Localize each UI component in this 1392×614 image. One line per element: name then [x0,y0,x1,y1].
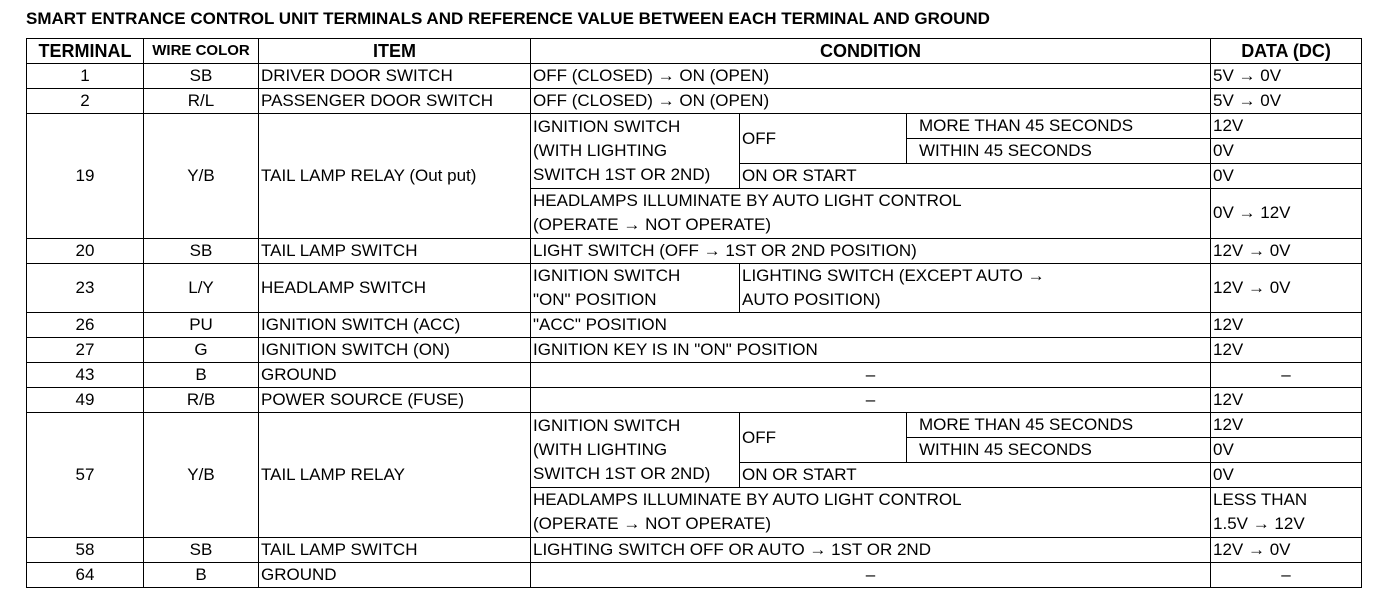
condition-cell: MORE THAN 45 SECONDS [907,114,1211,139]
data-cell: 12V [1211,338,1362,363]
condition-cell: ON OR START [740,164,1211,189]
data-cell: – [1211,363,1362,388]
terminal-cell: 19 [27,114,144,239]
data-cell: 12V [1211,114,1362,139]
data-cell: 12V [1211,313,1362,338]
wire-color-cell: Y/B [144,114,259,239]
header-wire-color: WIRE COLOR [144,39,259,64]
item-cell: POWER SOURCE (FUSE) [259,388,531,413]
terminal-reference-table [26,38,1362,588]
condition-line: IGNITION SWITCH [533,117,681,136]
condition-line: IGNITION SWITCH [533,416,681,436]
item-cell: TAIL LAMP RELAY (Out put) [259,114,531,239]
item-cell: TAIL LAMP RELAY [259,413,531,538]
condition-line: AUTO POSITION) [742,289,881,309]
data-cell: 0V [1211,164,1362,189]
condition-cell: OFF (CLOSED) → ON (OPEN) [531,89,1211,114]
item-cell: DRIVER DOOR SWITCH [259,64,531,89]
condition-auto-light-cell [531,488,1211,538]
terminal-cell: 2 [27,89,144,114]
terminal-cell: 27 [27,338,144,363]
condition-off-cell: OFF [740,413,907,463]
condition-cell: – [531,562,1211,587]
wire-color-cell: Y/B [144,413,259,538]
condition-cell: LIGHTING SWITCH OFF OR AUTO → 1ST OR 2ND [531,537,1211,562]
terminal-cell: 43 [27,363,144,388]
table-row [27,537,1362,562]
wire-color-cell: R/B [144,388,259,413]
condition-ignition-switch-cell [531,114,740,189]
wire-color-cell: G [144,338,259,363]
condition-line: "ON" POSITION [533,289,657,309]
condition-line: HEADLAMPS ILLUMINATE BY AUTO LIGHT CONTROL [533,490,962,510]
table-row [27,114,1362,139]
item-cell: GROUND [259,562,531,587]
wire-color-cell: B [144,363,259,388]
data-cell: – [1211,562,1362,587]
condition-line: (OPERATE → NOT OPERATE) [533,514,772,534]
condition-cell: WITHIN 45 SECONDS [907,139,1211,164]
item-cell: TAIL LAMP SWITCH [259,537,531,562]
terminal-cell: 23 [27,263,144,313]
condition-cell: LIGHT SWITCH (OFF → 1ST OR 2ND POSITION) [531,238,1211,263]
condition-auto-light-cell [531,189,1211,239]
table-row [27,263,1362,288]
wire-color-cell: L/Y [144,263,259,313]
wire-color-cell: B [144,562,259,587]
data-cell: 12V → 0V [1211,238,1362,263]
condition-cell: "ACC" POSITION [531,313,1211,338]
item-cell: HEADLAMP SWITCH [259,263,531,313]
terminal-cell: 26 [27,313,144,338]
table-row [27,388,1362,413]
condition-line: (WITH LIGHTING [533,141,668,160]
condition-line: (OPERATE → NOT OPERATE) [533,215,772,235]
data-cell: 5V → 0V [1211,89,1362,114]
condition-ignition-switch-cell [531,413,740,488]
condition-line: SWITCH 1ST OR 2ND) [533,165,711,184]
table-row [27,338,1362,363]
data-line: 1.5V → 12V [1213,514,1305,534]
terminal-cell: 49 [27,388,144,413]
data-cell: 12V → 0V [1211,537,1362,562]
data-cell: 12V [1211,413,1362,438]
data-cell: 12V → 0V [1211,263,1362,313]
item-cell: IGNITION SWITCH (ACC) [259,313,531,338]
table-row [27,562,1362,587]
wire-color-cell: PU [144,313,259,338]
table-header-row [27,39,1362,64]
condition-ignition-switch-cell [531,263,740,313]
item-cell: TAIL LAMP SWITCH [259,238,531,263]
header-condition: CONDITION [531,39,1211,64]
header-item: ITEM [259,39,531,64]
data-cell: 0V [1211,438,1362,463]
condition-off-cell: OFF [740,114,907,164]
item-cell: IGNITION SWITCH (ON) [259,338,531,363]
condition-cell: WITHIN 45 SECONDS [907,438,1211,463]
table-row [27,363,1362,388]
item-cell: GROUND [259,363,531,388]
header-terminal: TERMINAL [27,39,144,64]
terminal-cell: 20 [27,238,144,263]
condition-cell: – [531,388,1211,413]
condition-line: IGNITION SWITCH [533,265,681,285]
condition-cell: ON OR START [740,463,1211,488]
wire-color-cell: R/L [144,89,259,114]
condition-line: HEADLAMPS ILLUMINATE BY AUTO LIGHT CONTROL [533,191,962,211]
terminal-cell: 57 [27,413,144,538]
data-cell: 0V [1211,463,1362,488]
data-cell: 0V → 12V [1211,189,1362,239]
condition-cell: – [531,363,1211,388]
table-row [27,313,1362,338]
data-cell: 5V → 0V [1211,64,1362,89]
table-row [27,64,1362,89]
item-cell: PASSENGER DOOR SWITCH [259,89,531,114]
data-line: LESS THAN [1213,490,1308,510]
page-title: SMART ENTRANCE CONTROL UNIT TERMINALS AND REFERENCE VALUE BETWEEN EACH TERMINAL AND GROUND [26,9,990,28]
terminal-cell: 58 [27,537,144,562]
terminal-cell: 1 [27,64,144,89]
terminal-cell: 64 [27,562,144,587]
table-row [27,238,1362,263]
condition-line: LIGHTING SWITCH (EXCEPT AUTO → [742,265,1045,285]
condition-cell: IGNITION KEY IS IN "ON" POSITION [531,338,1211,363]
wire-color-cell: SB [144,537,259,562]
condition-line: SWITCH 1ST OR 2ND) [533,464,711,484]
wire-color-cell: SB [144,64,259,89]
data-cell: 12V [1211,388,1362,413]
condition-cell: OFF (CLOSED) → ON (OPEN) [531,64,1211,89]
table-row [27,413,1362,438]
data-cell [1211,488,1362,538]
condition-lighting-switch-cell [740,263,1211,313]
header-data: DATA (DC) [1211,39,1362,64]
table-row [27,89,1362,114]
data-cell: 0V [1211,139,1362,164]
condition-cell: MORE THAN 45 SECONDS [907,413,1211,438]
condition-line: (WITH LIGHTING [533,440,668,460]
wire-color-cell: SB [144,238,259,263]
